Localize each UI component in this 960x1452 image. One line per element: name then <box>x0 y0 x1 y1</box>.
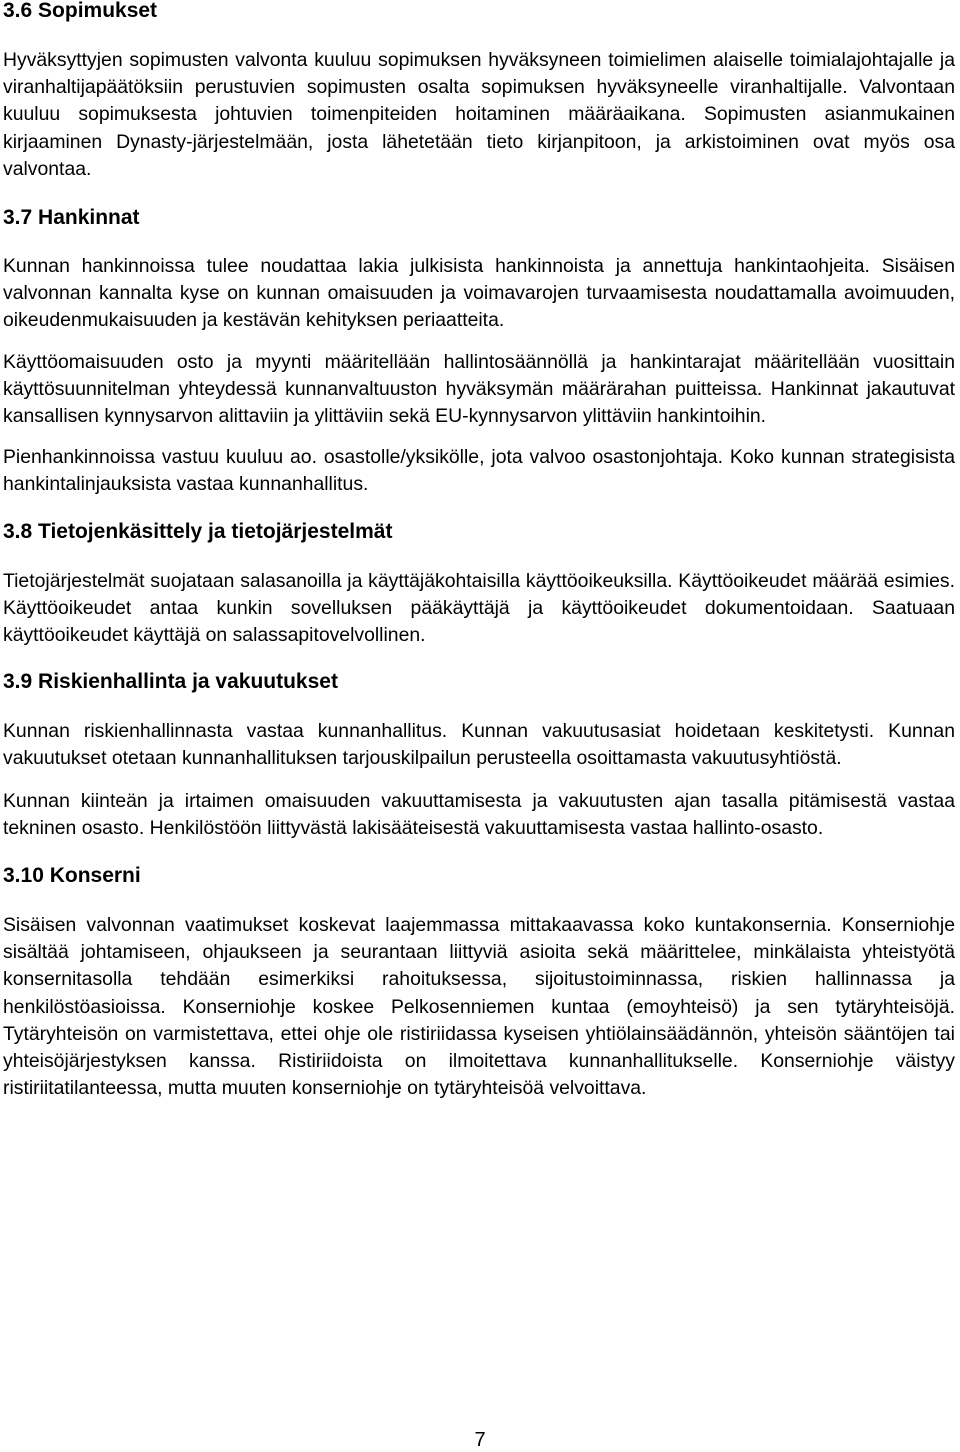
paragraph-sopimukset: Hyväksyttyjen sopimusten valvonta kuuluu sopimuksen hyväksyneen toimielimen alaiselle toimialajohtajalle ja viranhaltijapäätöksiin perustuvien sopimusten osalta sopimuksen hyväksyneelle viranhaltijalle. Valvontaan kuuluu sopimuksesta johtuvien toimenpiteiden hoitaminen määräaikana. Sopimusten asianmukainen kirjaaminen Dynasty-järjestelmään, josta lähetetään tieto kirjanpitoon, ja arkistoiminen ovat myös osa valvontaa. <box>3 49 955 180</box>
section-heading-hankinnat: 3.7 Hankinnat <box>3 206 140 230</box>
paragraph-tietojenkasittely: Tietojärjestelmät suojataan salasanoilla ja käyttäjäkohtaisilla käyttöoikeuksilla. Käyttöoikeudet määrää esimies. Käyttöoikeudet antaa kunkin sovelluksen pääkäyttäjä ja käyttöoikeudet dokumentoidaan. Saatuaan käyttöoikeudet käyttäjä on salassapitovelvollinen. <box>3 569 955 647</box>
paragraph-hankinnat-1: Kunnan hankinnoissa tulee noudattaa lakia julkisista hankinnoista ja annettuja hankintaohjeita. Sisäisen valvonnan kannalta kyse on kunnan omaisuuden ja voimavarojen turvaamisesta noudattamalla avoimuuden, oikeudenmukaisuuden ja kestävän kehityksen periaatteita. <box>3 255 955 332</box>
section-heading-sopimukset: 3.6 Sopimukset <box>3 0 158 22</box>
paragraph-konserni: Sisäisen valvonnan vaatimukset koskevat laajemmassa mittakaavassa koko kuntakonsernia. Konserniohje sisältää johtamiseen, ohjaukseen ja seurantaan liittyviä asioita sekä määrittelee, minkälaista yhteistyötä konsernitasolla tehdään esimerkiksi rahoituksessa, sijoitustoiminnassa, riskien hallinnassa ja henkilöstöasioissa. Konserniohje koskee Pelkosenniemen kuntaa (emoyhteisö) ja sen tytäryhteisöjä. Tytäryhteisön on varmistettava, ettei ohje ole ristiriidassa kyseisen yhtiölainsäädännön, yhteisön sääntöjen tai yhteisöjärjestyksen kanssa. Ristiriidoista on ilmoitettava kunnanhallitukselle. Konserniohje väistyy ristiriitatilanteessa, mutta muuten konserniohje on tytäryhteisöä velvoittava. <box>3 914 955 1100</box>
document-page <box>3 0 955 1102</box>
paragraph-hankinnat-3: Pienhankinnoissa vastuu kuuluu ao. osastolle/yksikölle, jota valvoo osastonjohtaja. Koko kunnan strategisista hankintalinjauksista vastaa kunnanhallitus. <box>3 446 955 496</box>
paragraph-riskienhallinta-1: Kunnan riskienhallinnasta vastaa kunnanhallitus. Kunnan vakuutusasiat hoidetaan keskitetysti. Kunnan vakuutukset otetaan kunnanhallituksen tarjouskilpailun perusteella osoittamasta vakuutusyhtiöstä. <box>3 720 955 770</box>
paragraph-hankinnat-2: Käyttöomaisuuden osto ja myynti määritellään hallintosäännöllä ja hankintarajat määritellään vuosittain käyttösuunnitelman yhteydessä kunnanvaltuuston hyväksymän määrärahan puitteissa. Hankinnat jakautuvat kansallisen kynnysarvon alittaviin ja ylittäviin sekä EU-kynnysarvon ylittäviin hankintoihin. <box>3 350 955 428</box>
page-number: 7 <box>474 1429 486 1451</box>
section-heading-konserni: 3.10 Konserni <box>3 864 141 888</box>
section-heading-tietojenkasittely: 3.8 Tietojenkäsittely ja tietojärjestelmät <box>3 519 393 543</box>
section-heading-riskienhallinta: 3.9 Riskienhallinta ja vakuutukset <box>3 670 338 694</box>
paragraph-riskienhallinta-2: Kunnan kiinteän ja irtaimen omaisuuden vakuuttamisesta ja vakuutusten ajan tasalla pitämisestä vastaa tekninen osasto. Henkilöstöön liittyvästä lakisääteisestä vakuuttamisesta vastaa hallinto-osasto. <box>3 789 955 839</box>
